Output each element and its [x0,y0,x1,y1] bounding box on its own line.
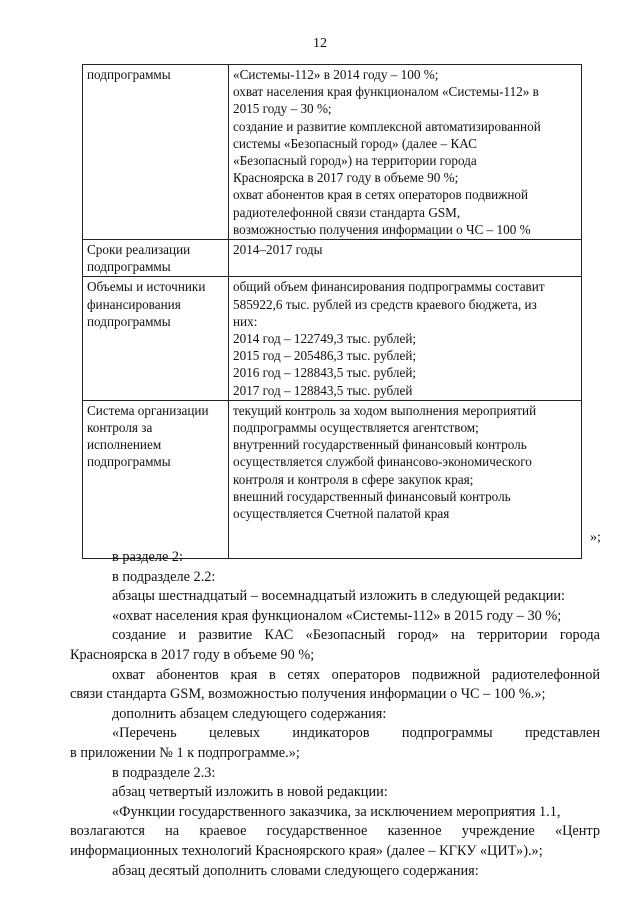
value-line: радиотелефонной связи стандарта GSM, [233,204,461,220]
label-line: подпрограммы [87,259,171,275]
value-line: общий объем финансирования подпрограммы составит [233,279,545,295]
label-line: исполнением [87,437,162,453]
row-value [229,240,582,277]
paragraph: в подразделе 2.2: [112,568,216,585]
table-row [83,277,582,400]
value-line: системы «Безопасный город» (далее – КАС [233,135,477,151]
row-value [229,400,582,558]
paragraph: «Перечень целевых индикаторов подпрограммы представлен [112,725,600,742]
value-line: внутренний государственный финансовый контроль [233,437,527,453]
value-line: 2015 году – 30 %; [233,101,332,117]
value-line: возможностью получения информации о ЧС – 100 % [233,221,531,237]
label-line: подпрограммы [87,67,171,82]
value-line: 2014 год – 122749,3 тыс. рублей; [233,331,417,347]
value-line: охват абонентов края в сетях операторов подвижной [233,187,529,203]
amendment-text [70,548,600,881]
label-line: финансирования [87,296,181,312]
value-line: 2015 год – 205486,3 тыс. рублей; [233,348,417,364]
value-line: охват населения края функционалом «Системы-112» в [233,84,539,100]
paragraph: «охват населения края функционалом «Системы-112» в 2015 году – 30 %; [112,607,562,624]
row-value [229,277,582,400]
value-line: «Системы-112» в 2014 году – 100 %; [233,67,439,82]
table-row [83,65,582,240]
label-line: контроля за [87,420,153,436]
value-line: 2017 год – 128843,5 тыс. рублей [233,382,413,398]
value-line: осуществляется службой финансово-экономического [233,454,532,470]
paragraph: абзац десятый дополнить словами следующего содержания: [112,862,479,879]
paragraph: информационных технологий Красноярского края» (далее – КГКУ «ЦИТ»).»; [70,842,543,859]
paragraph: в приложении № 1 к подпрограмме.»; [70,744,300,761]
paragraph: Красноярска в 2017 году в объеме 90 %; [70,646,315,663]
value-line: подпрограммы осуществляется агентством; [233,420,479,436]
row-value [229,65,582,240]
value-line: Красноярска в 2017 году в объеме 90 %; [233,170,459,186]
value-line: 2014–2017 годы [233,242,323,258]
table-row [83,240,582,277]
paragraph: дополнить абзацем следующего содержания: [112,705,387,722]
value-line: «Безопасный город») на территории города [233,153,477,169]
label-line: Объемы и источники [87,279,206,295]
label-line: подпрограммы [87,313,171,329]
paragraph: в разделе 2: [112,549,184,565]
paragraph: в подразделе 2.3: [112,764,216,781]
paragraph: охват абонентов края в сетях операторов подвижной радиотелефонной [112,666,600,683]
closing-quote-mark: »; [590,530,601,545]
paragraph: создание и развитие КАС «Безопасный город» на территории города [112,627,600,644]
value-line: внешний государственный финансовый контроль [233,488,511,504]
row-label [83,240,229,277]
value-line: контроля и контроля в сфере закупок края; [233,471,474,487]
subprogram-passport-table [82,64,582,559]
row-label [83,277,229,400]
paragraph: абзацы шестнадцатый – восемнадцатый изложить в следующей редакции: [112,588,566,605]
paragraph: возлагаются на краевое государственное казенное учреждение «Центр [70,823,600,840]
row-label [83,400,229,558]
table-row [83,400,582,558]
value-line: текущий контроль за ходом выполнения мероприятий [233,402,537,418]
value-line: 2016 год – 128843,5 тыс. рублей; [233,365,417,381]
value-line: создание и развитие комплексной автоматизированной [233,118,541,134]
label-line: подпрограммы [87,454,171,470]
paragraph: связи стандарта GSM, возможностью получения информации о ЧС – 100 %.»; [70,686,546,703]
label-line: Система организации [87,402,209,418]
paragraph: «Функции государственного заказчика, за исключением мероприятия 1.1, [112,803,561,820]
paragraph: абзац четвертый изложить в новой редакции: [112,784,388,801]
value-line: 585922,6 тыс. рублей из средств краевого бюджета, из [233,296,537,312]
row-label [83,65,229,240]
value-line: них: [233,313,258,329]
page-number: 12 [313,36,327,51]
value-line-blank [233,522,577,539]
label-line: Сроки реализации [87,242,191,258]
value-line: осуществляется Счетной палатой края [233,506,450,522]
